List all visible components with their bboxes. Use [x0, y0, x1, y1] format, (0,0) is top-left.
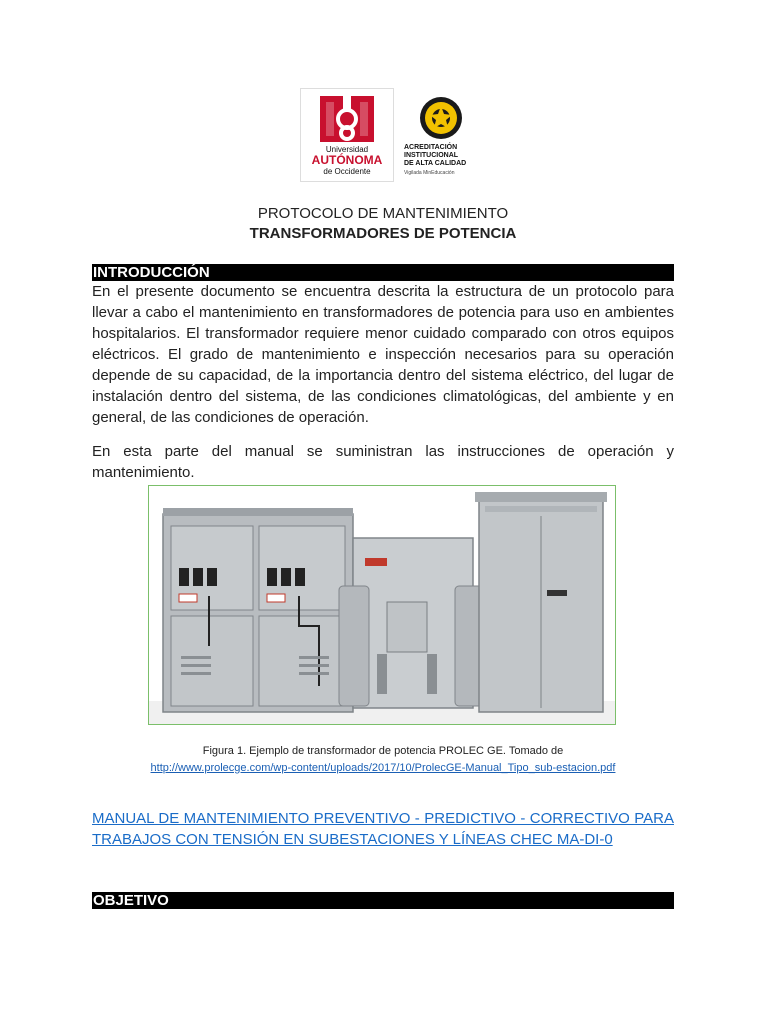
document-title-line2: TRANSFORMADORES DE POTENCIA — [249, 225, 517, 242]
university-logo — [300, 88, 394, 182]
document-title-line1: PROTOCOLO DE MANTENIMIENTO — [257, 205, 509, 222]
university-logo-line2: AUTÓNOMA — [311, 153, 383, 167]
accreditation-logo-line2: INSTITUCIONAL — [404, 152, 459, 159]
university-logo-line1: Universidad — [325, 145, 369, 154]
intro-paragraph-2: En esta parte del manual se suministran las instrucciones de operación y mantenimiento. — [92, 443, 674, 481]
accreditation-logo — [402, 94, 480, 184]
manual-reference-link[interactable]: MANUAL DE MANTENIMIENTO PREVENTIVO - PREDICTIVO - CORRECTIVO PARA TRABAJOS CON TENSIÓN EN SUBESTACIONES Y LÍNEAS CHEC MA-DI-0 — [92, 810, 674, 848]
transformer-figure — [148, 485, 616, 725]
header-logos — [300, 88, 480, 184]
accreditation-logo-line1: ACREDITACIÓN — [404, 144, 458, 151]
transformer-illustration — [149, 486, 615, 724]
section-heading-objetivo: OBJETIVO — [92, 892, 674, 909]
section-heading-introduccion: INTRODUCCIÓN — [92, 264, 674, 281]
intro-paragraph-1: En el presente documento se encuentra descrita la estructura de un protocolo para llevar a cabo el mantenimiento en transformadores de potencia para uso en ambientes hospitalarios. El transformador requiere menor cuidado comparado con otros equipos eléctricos. El grado de mantenimiento e inspección necesarios para su operación depende de su capacidad, de la importancia dentro del sistema eléctrico, del lugar de instalación dentro del sistema, de las condiciones climatológicas, del ambiente y en general, de las condiciones de operación. — [92, 283, 674, 426]
accreditation-logo-line3: DE ALTA CALIDAD — [404, 160, 467, 167]
university-logo-line3: de Occidente — [323, 167, 371, 176]
accreditation-logo-line4: Vigilada MinEducación — [404, 170, 455, 176]
figure-caption: Figura 1. Ejemplo de transformador de potencia PROLEC GE. Tomado de — [202, 745, 564, 757]
figure-source-link[interactable]: http://www.prolecge.com/wp-content/uploads/2017/10/ProlecGE-Manual_Tipo_sub-estacion.pdf — [150, 762, 616, 774]
